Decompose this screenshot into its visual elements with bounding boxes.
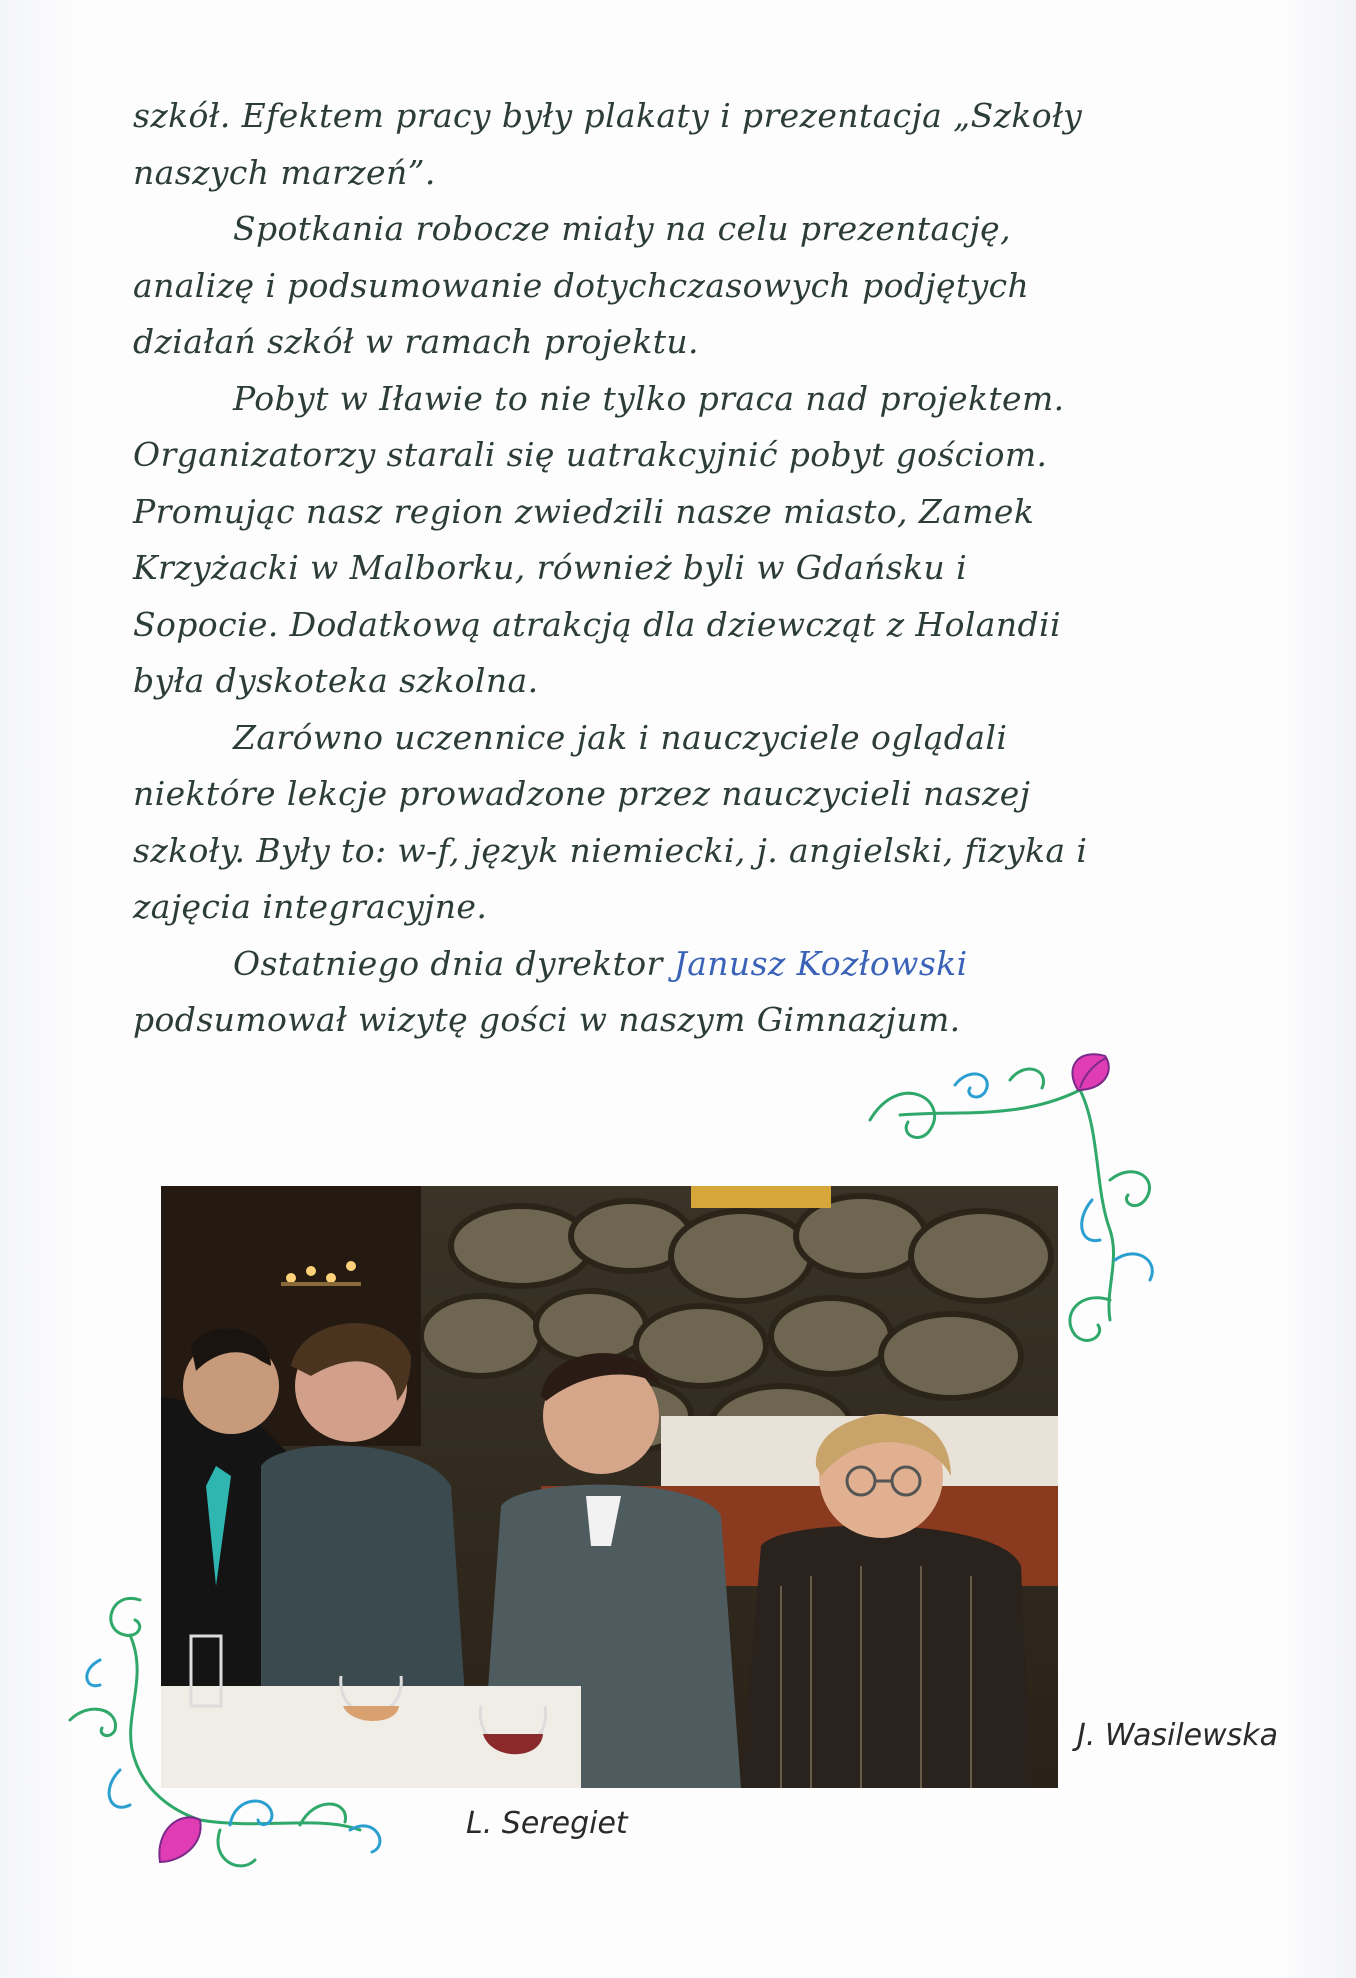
signature-right: J. Wasilewska xyxy=(1077,1718,1279,1753)
director-name: Janusz Kozłowski xyxy=(673,943,968,983)
paragraph-4: Zarówno uczennice jak i nauczyciele oglądali niektóre lekcje prowadzone przez nauczycieli naszej szkoły. Były to: w-f, język niemiecki, j. angielski, fizyka i zajęcia integracyjne. xyxy=(133,717,1088,926)
signature-left: L. Seregiet xyxy=(466,1806,628,1841)
paragraph-1: szkół. Efektem pracy były plakaty i prezentacja „Szkoły naszych marzeń”. xyxy=(133,96,1083,192)
paragraph-2: Spotkania robocze miały na celu prezentację, analizę i podsumowanie dotychczasowych podjętych działań szkół w ramach projektu. xyxy=(133,209,1030,361)
handwritten-text xyxy=(133,88,1093,1049)
paragraph-3: Pobyt w Iławie to nie tylko praca nad projektem. Organizatorzy starali się uatrakcyjnić pobyt gościom. Promując nasz region zwiedzili nasze miasto, Zamek Krzyżacki w Malborku, również byli w Gdańsku i Sopocie. Dodatkową atrakcją dla dziewcząt z Holandii była dyskoteka szkolna. xyxy=(133,378,1065,700)
flower-icon xyxy=(159,1817,200,1862)
flower-icon xyxy=(1072,1054,1108,1090)
paragraph-5-start: Ostatniego dnia dyrektor xyxy=(233,943,674,983)
paragraph-5 xyxy=(133,936,1093,1049)
paragraph-5-end: podsumował wizytę gości w naszym Gimnazjum. xyxy=(133,1000,961,1039)
floral-ornament-bottom-left xyxy=(60,1590,400,1890)
